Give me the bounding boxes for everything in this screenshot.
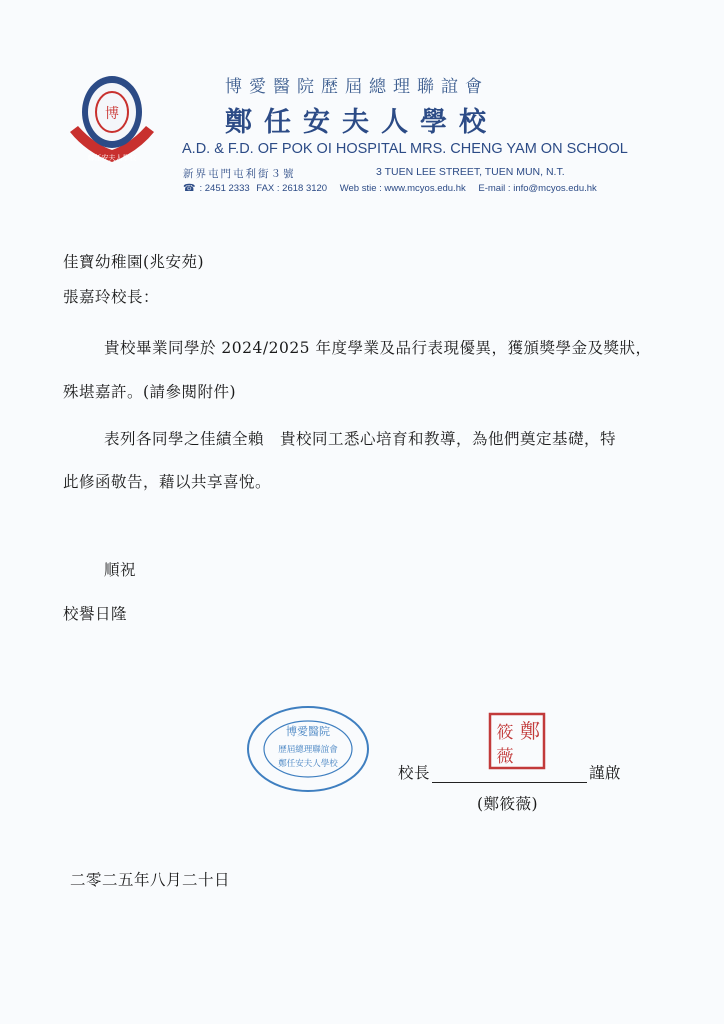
- sign-prefix: 校長: [398, 764, 431, 782]
- svg-text:鄭任安夫人學校: 鄭任安夫人學校: [87, 154, 137, 162]
- school-crest-logo: [66, 70, 158, 170]
- stamp-line-2: 歷屆總理聯誼會: [278, 745, 338, 755]
- website: Web stie : www.mcyos.edu.hk: [339, 183, 466, 194]
- signer-name: (鄭筱薇): [477, 795, 539, 813]
- svg-text:博: 博: [105, 106, 119, 122]
- sign-suffix: 謹啟: [589, 764, 622, 782]
- stamp-line-3: 鄭任安夫人學校: [278, 759, 338, 769]
- stamp-line-1: 博愛醫院: [286, 725, 330, 738]
- paragraph-2-line-1: 表列各同學之佳績全賴 貴校同工悉心培育和教導，為他們奠定基礎，特: [104, 430, 617, 448]
- paragraph-1-line-1: 貴校畢業同學於 2024/2025 年度學業及品行表現優異，獲頒獎學金及獎狀，: [104, 339, 652, 357]
- svg-text:鄭: 鄭: [520, 719, 540, 743]
- school-stamp: [246, 705, 370, 793]
- letter-date: 二零二五年八月二十日: [70, 871, 231, 889]
- org-name: 博愛醫院歷屆總理聯誼會: [225, 77, 489, 97]
- closing-wish: 校譽日隆: [63, 605, 128, 623]
- address-en: 3 TUEN LEE STREET, TUEN MUN, N.T.: [376, 166, 565, 178]
- contact-line: [183, 183, 601, 194]
- phone-icon: ☎: [183, 183, 196, 194]
- paragraph-1-line-2: 殊堪嘉許。(請參閱附件): [63, 383, 237, 401]
- address-cn: 新界屯門屯利街３號: [183, 168, 296, 180]
- closing-greeting: 順祝: [104, 561, 137, 579]
- recipient-org: 佳寶幼稚園(兆安苑): [63, 253, 205, 271]
- recipient-person: 張嘉玲校長：: [63, 288, 160, 306]
- fax-number: FAX : 2618 3120: [256, 183, 328, 194]
- svg-text:筱: 筱: [496, 723, 514, 743]
- phone-number: : 2451 2333: [199, 183, 250, 194]
- email: E-mail : info@mcyos.edu.hk: [478, 183, 597, 194]
- svg-text:薇: 薇: [496, 747, 514, 767]
- school-name-cn: 鄭任安夫人學校: [225, 107, 498, 138]
- paragraph-2-line-2: 此修函敬告，藉以共享喜悅。: [63, 473, 272, 491]
- school-name-en: A.D. & F.D. OF POK OI HOSPITAL MRS. CHENG YAM ON SCHOOL: [182, 141, 628, 157]
- signature-line: [398, 761, 621, 783]
- signature-blank: [432, 768, 587, 783]
